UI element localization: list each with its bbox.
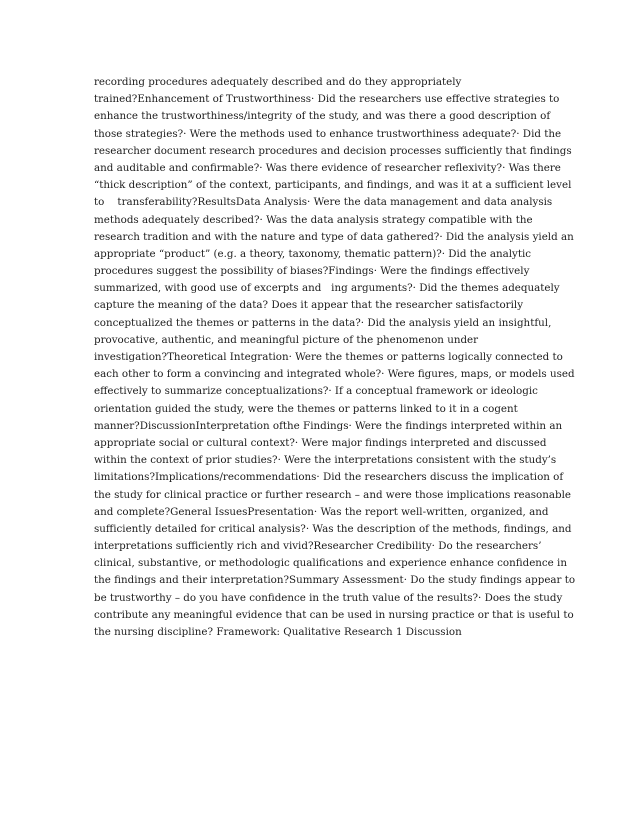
text-line: researcher document research procedures and decision processes sufficiently that findings bbox=[94, 144, 572, 157]
text-line: the findings and their interpretation?Summary Assessment· Do the study findings appear to bbox=[94, 574, 576, 587]
text-line: limitations?Implications/recommendations· Did the researchers discuss the implication of bbox=[94, 471, 564, 484]
text-line: capture the meaning of the data? Does it appear that the researcher satisfactorily bbox=[94, 299, 524, 312]
text-line: conceptualized the themes or patterns in the data?· Did the analysis yield an insightful, bbox=[94, 316, 552, 329]
text-line: provocative, authentic, and meaningful picture of the phenomenon under bbox=[94, 333, 479, 346]
text-line: interpretations sufficiently rich and vivid?Researcher Credibility· Do the researchers’ bbox=[94, 540, 542, 553]
text-line: sufficiently detailed for critical analysis?· Was the description of the methods, findings, and bbox=[94, 522, 572, 535]
text-line: the study for clinical practice or further research – and were those implications reasonable bbox=[94, 488, 571, 501]
text-line: each other to form a convincing and integrated whole?· Were figures, maps, or models used bbox=[94, 368, 575, 381]
text-line: contribute any meaningful evidence that can be used in nursing practice or that is useful to bbox=[94, 608, 574, 621]
text-line: methods adequately described?· Was the data analysis strategy compatible with the bbox=[94, 213, 533, 226]
text-line: procedures suggest the possibility of biases?Findings· Were the findings effectively bbox=[94, 265, 530, 278]
text-line: recording procedures adequately described and do they appropriately bbox=[94, 76, 462, 88]
text-line: investigation?Theoretical Integration· Were the themes or patterns logically connected to bbox=[94, 351, 563, 363]
text-line: trained?Enhancement of Trustworthiness· Did the researchers use effective strategies to bbox=[94, 93, 560, 106]
text-line: manner?DiscussionInterpretation ofthe Findings· Were the findings interpreted within an bbox=[94, 419, 563, 432]
text-line: and complete?General IssuesPresentation· Was the report well-written, organized, and bbox=[94, 505, 549, 518]
text-line: clinical, substantive, or methodologic qualifications and experience enhance confidence in bbox=[94, 557, 567, 570]
body-text bbox=[94, 74, 576, 641]
text-line: those strategies?· Were the methods used to enhance trustworthiness adequate?· Did the bbox=[94, 127, 562, 140]
text-line: appropriate social or cultural context?· Were major findings interpreted and discussed bbox=[94, 436, 547, 449]
text-line: to transferability?ResultsData Analysis· Were the data management and data analysis bbox=[94, 196, 553, 209]
text-line: summarized, with good use of excerpts and ing arguments?· Did the themes adequately bbox=[94, 282, 560, 295]
text-line: research tradition and with the nature and type of data gathered?· Did the analysis yield an bbox=[94, 230, 574, 243]
text-line: be trustworthy – do you have confidence in the truth value of the results?· Does the study bbox=[94, 591, 563, 604]
text-line: orientation guided the study, were the themes or patterns linked to it in a cogent bbox=[94, 402, 518, 415]
text-line: effectively to summarize conceptualizations?· If a conceptual framework or ideologic bbox=[94, 385, 538, 398]
text-line: the nursing discipline? Framework: Qualitative Research 1 Discussion bbox=[94, 626, 462, 638]
text-line: enhance the trustworthiness/integrity of the study, and was there a good description of bbox=[94, 110, 551, 123]
text-line: and auditable and confirmable?· Was there evidence of researcher reflexivity?· Was there bbox=[94, 161, 561, 174]
text-line: appropriate “product” (e.g. a theory, taxonomy, thematic pattern)?· Did the analytic bbox=[94, 247, 532, 260]
text-line: within the context of prior studies?· Were the interpretations consistent with the study’s bbox=[94, 454, 557, 467]
text-line: “thick description” of the context, participants, and findings, and was it at a sufficient level bbox=[94, 179, 572, 192]
